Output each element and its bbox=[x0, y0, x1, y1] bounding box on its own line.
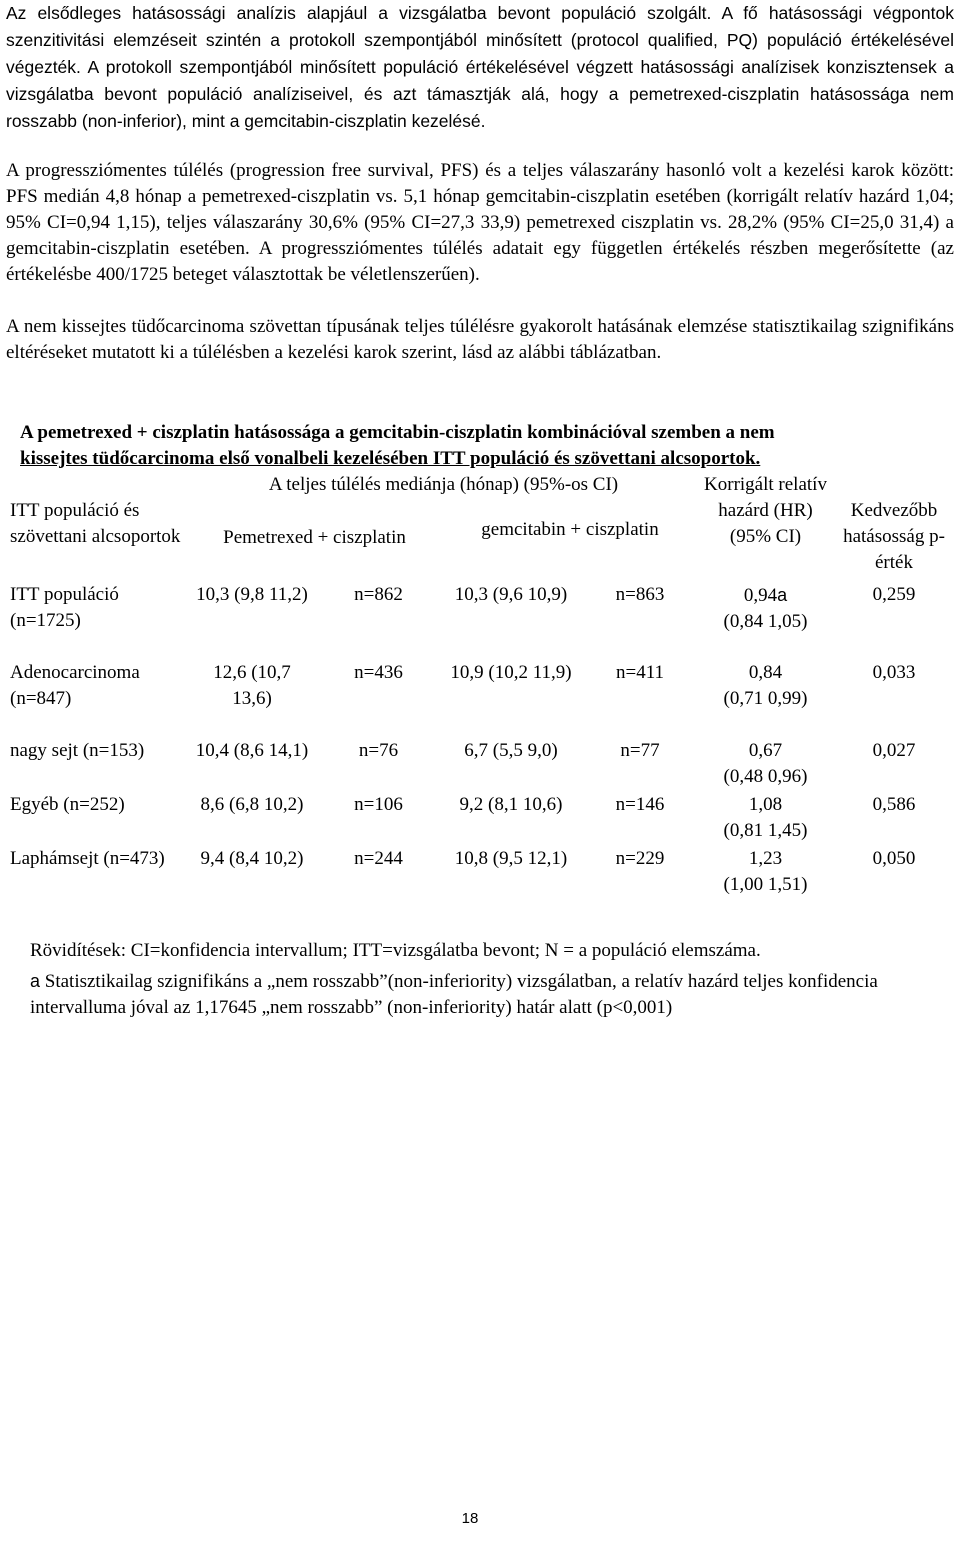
footnote-a bbox=[30, 968, 950, 1021]
cell-gem-median: 9,2 (8,1 10,6) bbox=[459, 794, 563, 815]
table-row bbox=[6, 738, 956, 792]
cell-hr-ci: (0,84 1,05) bbox=[723, 611, 808, 632]
cell-hr-ci: (1,00 1,51) bbox=[723, 874, 808, 895]
table-title bbox=[20, 420, 940, 472]
cell-pem-median: 10,4 (8,6 14,1) bbox=[195, 740, 309, 761]
header-p: Kedvezőbb hatásosság p-érték bbox=[843, 500, 945, 573]
table-row bbox=[6, 576, 956, 660]
header-median: A teljes túlélés mediánja (hónap) (95%-os CI) bbox=[268, 474, 619, 495]
cell-hr-ci: (0,48 0,96) bbox=[723, 766, 808, 787]
cell-hr bbox=[699, 738, 832, 792]
cell-group: ITT populáció (n=1725) bbox=[10, 584, 119, 631]
cell-gem-median: 10,3 (9,6 10,9) bbox=[454, 584, 568, 605]
cell-hr-value: 1,23 bbox=[748, 848, 783, 869]
cell-hr bbox=[699, 792, 832, 846]
cell-pem-n: n=76 bbox=[358, 740, 399, 761]
table-row bbox=[6, 792, 956, 846]
cell-pem-n: n=244 bbox=[354, 848, 403, 869]
cell-p: 0,586 bbox=[872, 794, 916, 815]
cell-hr-value: 0,84 bbox=[748, 662, 783, 683]
cell-hr-value: 1,08 bbox=[748, 794, 783, 815]
cell-gem-median: 10,9 (10,2 11,9) bbox=[450, 662, 572, 683]
table-row bbox=[6, 846, 956, 900]
cell-hr-value: 0,67 bbox=[748, 740, 783, 761]
table-header-row-1 bbox=[6, 472, 956, 517]
cell-group: Laphámsejt (n=473) bbox=[10, 848, 165, 869]
footnote-a-marker: a bbox=[30, 971, 41, 991]
cell-gem-n: n=229 bbox=[615, 848, 665, 869]
cell-hr-value: 0,94 bbox=[743, 585, 778, 606]
footnote-a-text: Statisztikailag szignifikáns a „nem rosszabb”(non-inferiority) vizsgálatban, a relatív hazárd teljes konfidencia intervalluma jóval az 1,17645 „nem rosszabb” (non-inferiority) határ alatt (p<0,001) bbox=[30, 971, 878, 1018]
footnote-a-marker: a bbox=[777, 585, 788, 605]
results-table bbox=[6, 472, 956, 900]
header-group: ITT populáció és szövettani alcsoportok bbox=[10, 500, 181, 547]
cell-group: Adenocarcinoma (n=847) bbox=[10, 662, 140, 709]
cell-pem-n: n=106 bbox=[354, 794, 403, 815]
cell-p: 0,027 bbox=[872, 740, 916, 761]
paragraph-histology: A nem kissejtes tüdőcarcinoma szövettan típusának teljes túlélésre gyakorolt hatásának elemzése statisztikailag szignifikáns eltéréseket mutatott ki a túlélésben a kezelési karok szerint, lásd az alábbi táblázatban. bbox=[6, 316, 954, 363]
cell-gem-median: 6,7 (5,5 9,0) bbox=[464, 740, 558, 761]
footnote-abbreviations: Rövidítések: CI=konfidencia intervallum; ITT=vizsgálatba bevont; N = a populáció elemszáma. bbox=[30, 940, 761, 961]
cell-hr bbox=[699, 576, 832, 660]
cell-hr bbox=[699, 846, 832, 900]
paragraph-pfs: A progressziómentes túlélés (progression free survival, PFS) és a teljes válaszarány hasonló volt a kezelési karok között: PFS medián 4,8 hónap a pemetrexed-ciszplatin vs. 5,1 hónap gemcitabin-ciszplatin esetében (korrigált relatív hazárd 1,04; 95% CI=0,94 1,15), teljes válaszarány 30,6% (95% CI=27,3 33,9) pemetrexed ciszplatin vs. 28,2% (95% CI=25,0 31,4) a gemcitabin-ciszplatin esetében. A progressziómentes túlélés adatait egy független értékelés részben megerősítette (az értékelésbe 400/1725 beteget választottak be véletlenszerűen). bbox=[6, 160, 954, 285]
cell-hr-ci: (0,71 0,99) bbox=[723, 688, 808, 709]
cell-group: nagy sejt (n=153) bbox=[10, 740, 145, 761]
cell-pem-median: 9,4 (8,4 10,2) bbox=[200, 848, 304, 869]
header-hr: Korrigált relatív hazárd (HR) (95% CI) bbox=[704, 474, 827, 547]
paragraph-primary-analysis-text: Az elsődleges hatásossági analízis alapjául a vizsgálatba bevont populáció szolgált. A fő hatásossági végpontok szenzitivitási elemzéseit szintén a protokoll szempontjából minősített (protocol qualified, PQ) populáció értékelésével végezték. A protokoll szempontjából minősített populáció értékelésével végzett hatásossági analízisek konzisztensek a vizsgálatba bevont populáció analíziseivel, és azt támasztják alá, hogy a pemetrexed-ciszplatin hatásossága nem rosszabb (non-inferior), mint a gemcitabin-ciszplatin kezelésé. bbox=[6, 3, 954, 131]
cell-hr bbox=[699, 660, 832, 738]
header-pemetrexed: Pemetrexed + ciszplatin bbox=[223, 527, 406, 549]
cell-p: 0,050 bbox=[872, 848, 916, 869]
table-title-line2: kissejtes tüdőcarcinoma első vonalbeli kezelésében ITT populáció és szövettani alcsoportok. bbox=[20, 448, 761, 469]
header-gemcitabin: gemcitabin + ciszplatin bbox=[481, 519, 659, 541]
page-number: 18 bbox=[461, 1510, 479, 1527]
cell-pem-median: 12,6 (10,7 13,6) bbox=[213, 662, 291, 709]
cell-p: 0,033 bbox=[872, 662, 916, 683]
cell-group: Egyéb (n=252) bbox=[10, 794, 125, 815]
table-row bbox=[6, 660, 956, 738]
cell-hr-ci: (0,81 1,45) bbox=[723, 820, 808, 841]
cell-pem-median: 10,3 (9,8 11,2) bbox=[196, 584, 308, 605]
paragraph-primary-analysis bbox=[6, 0, 954, 135]
cell-p: 0,259 bbox=[872, 584, 916, 605]
cell-gem-n: n=146 bbox=[615, 794, 665, 815]
cell-gem-median: 10,8 (9,5 12,1) bbox=[454, 848, 568, 869]
cell-pem-median: 8,6 (6,8 10,2) bbox=[200, 794, 304, 815]
cell-gem-n: n=77 bbox=[620, 740, 660, 761]
table-title-line1: A pemetrexed + ciszplatin hatásossága a gemcitabin-ciszplatin kombinációval szemben a nem bbox=[20, 422, 775, 443]
cell-gem-n: n=863 bbox=[615, 584, 665, 605]
cell-gem-n: n=411 bbox=[615, 662, 664, 683]
cell-pem-n: n=862 bbox=[354, 584, 403, 605]
cell-pem-n: n=436 bbox=[354, 662, 403, 683]
